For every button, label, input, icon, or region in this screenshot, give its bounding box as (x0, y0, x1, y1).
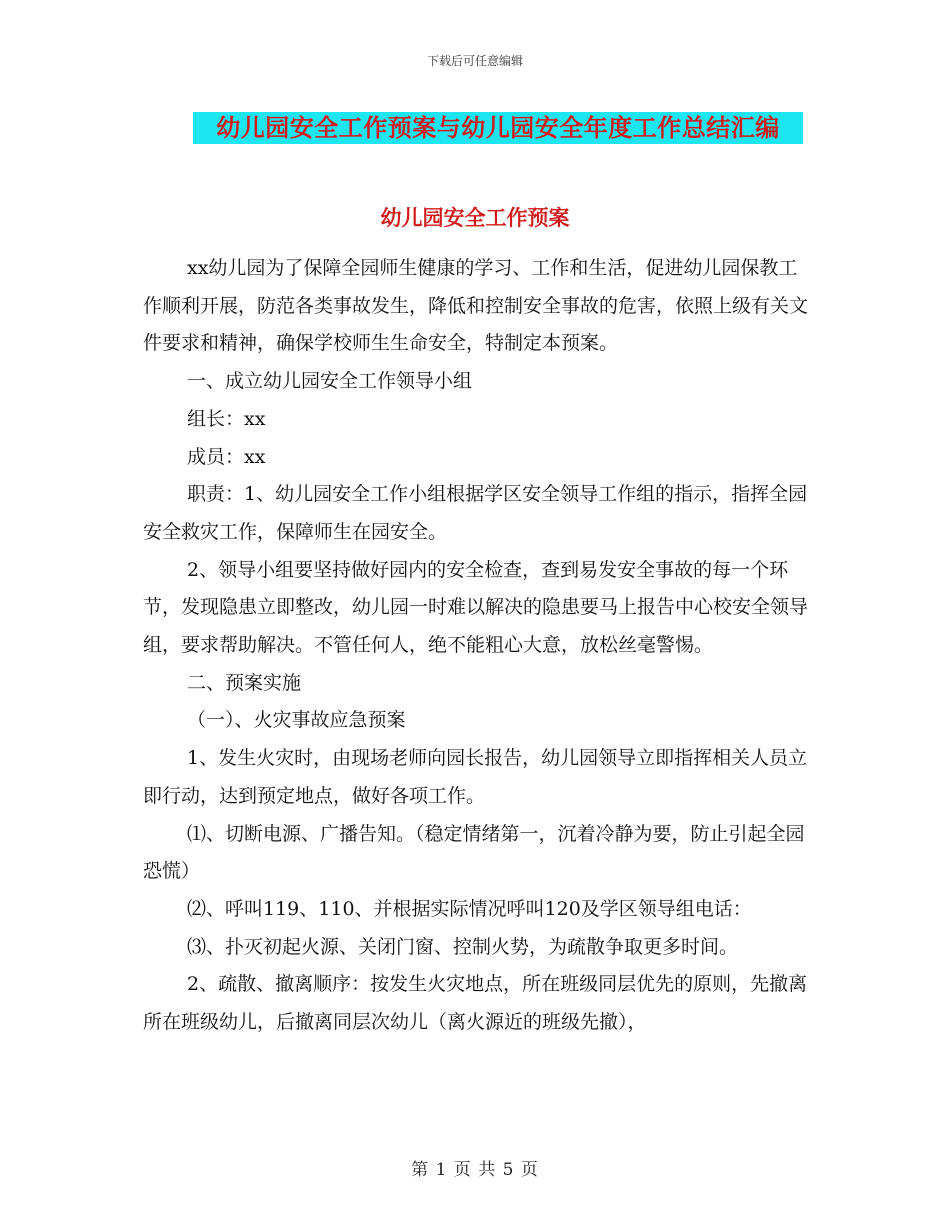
heading-plan-implementation: 二、预案实施 (187, 671, 302, 694)
paragraph-duty-1: 职责：1、幼儿园安全工作小组根据学区安全领导工作组的指示，指挥全园安全救灾工作，保障师生在园安全。 (143, 483, 808, 543)
document-title: 幼儿园安全工作预案与幼儿园安全年度工作总结汇编 (193, 112, 803, 144)
heading-leadership-group: 一、成立幼儿园安全工作领导小组 (187, 370, 473, 393)
paragraph-group-leader: 组长：xx (187, 407, 266, 430)
section-title: 幼儿园安全工作预案 (380, 205, 570, 230)
heading-fire-emergency: （一）、火灾事故应急预案 (187, 709, 406, 732)
header-note: 下载后可任意编辑 (426, 54, 523, 68)
document-body (143, 250, 808, 1042)
paragraph-intro: xx幼儿园为了保障全园师生健康的学习、工作和生活，促进幼儿园保教工作顺利开展，防范各类事故发生，降低和控制安全事故的危害，依照上级有关文件要求和精神，确保学校师生生命安全，特制定本预案。 (143, 257, 809, 355)
paragraph-fire-substep-1: ⑴、切断电源、广播告知。（稳定情绪第一，沉着冷静为要，防止引起全园恐慌） (143, 822, 805, 883)
paragraph-fire-step-1: 1、发生火灾时，由现场老师向园长报告，幼儿园领导立即指挥相关人员立即行动，达到预定地点，做好各项工作。 (143, 747, 808, 807)
paragraph-duty-2: 2、领导小组要坚持做好园内的安全检查，查到易发安全事故的每一个环节，发现隐患立即整改，幼儿园一时难以解决的隐患要马上报告中心校安全领导组，要求帮助解决。不管任何人，绝不能粗心大意，放松丝毫警惕。 (143, 558, 809, 657)
page-footer: 第 1 页 共 5 页 (411, 1160, 539, 1180)
paragraph-members: 成员：xx (187, 445, 266, 468)
paragraph-evacuation-order: 2、疏散、撤离顺序：按发生火灾地点，所在班级同层优先的原则，先撤离所在班级幼儿，后撤离同层次幼儿（离火源近的班级先撤）， (143, 973, 808, 1034)
paragraph-fire-substep-3: ⑶、扑灭初起火源、关闭门窗、控制火势，为疏散争取更多时间。 (187, 935, 739, 958)
paragraph-fire-substep-2: ⑵、呼叫119、110、并根据实际情况呼叫120及学区领导组电话： (187, 897, 752, 920)
